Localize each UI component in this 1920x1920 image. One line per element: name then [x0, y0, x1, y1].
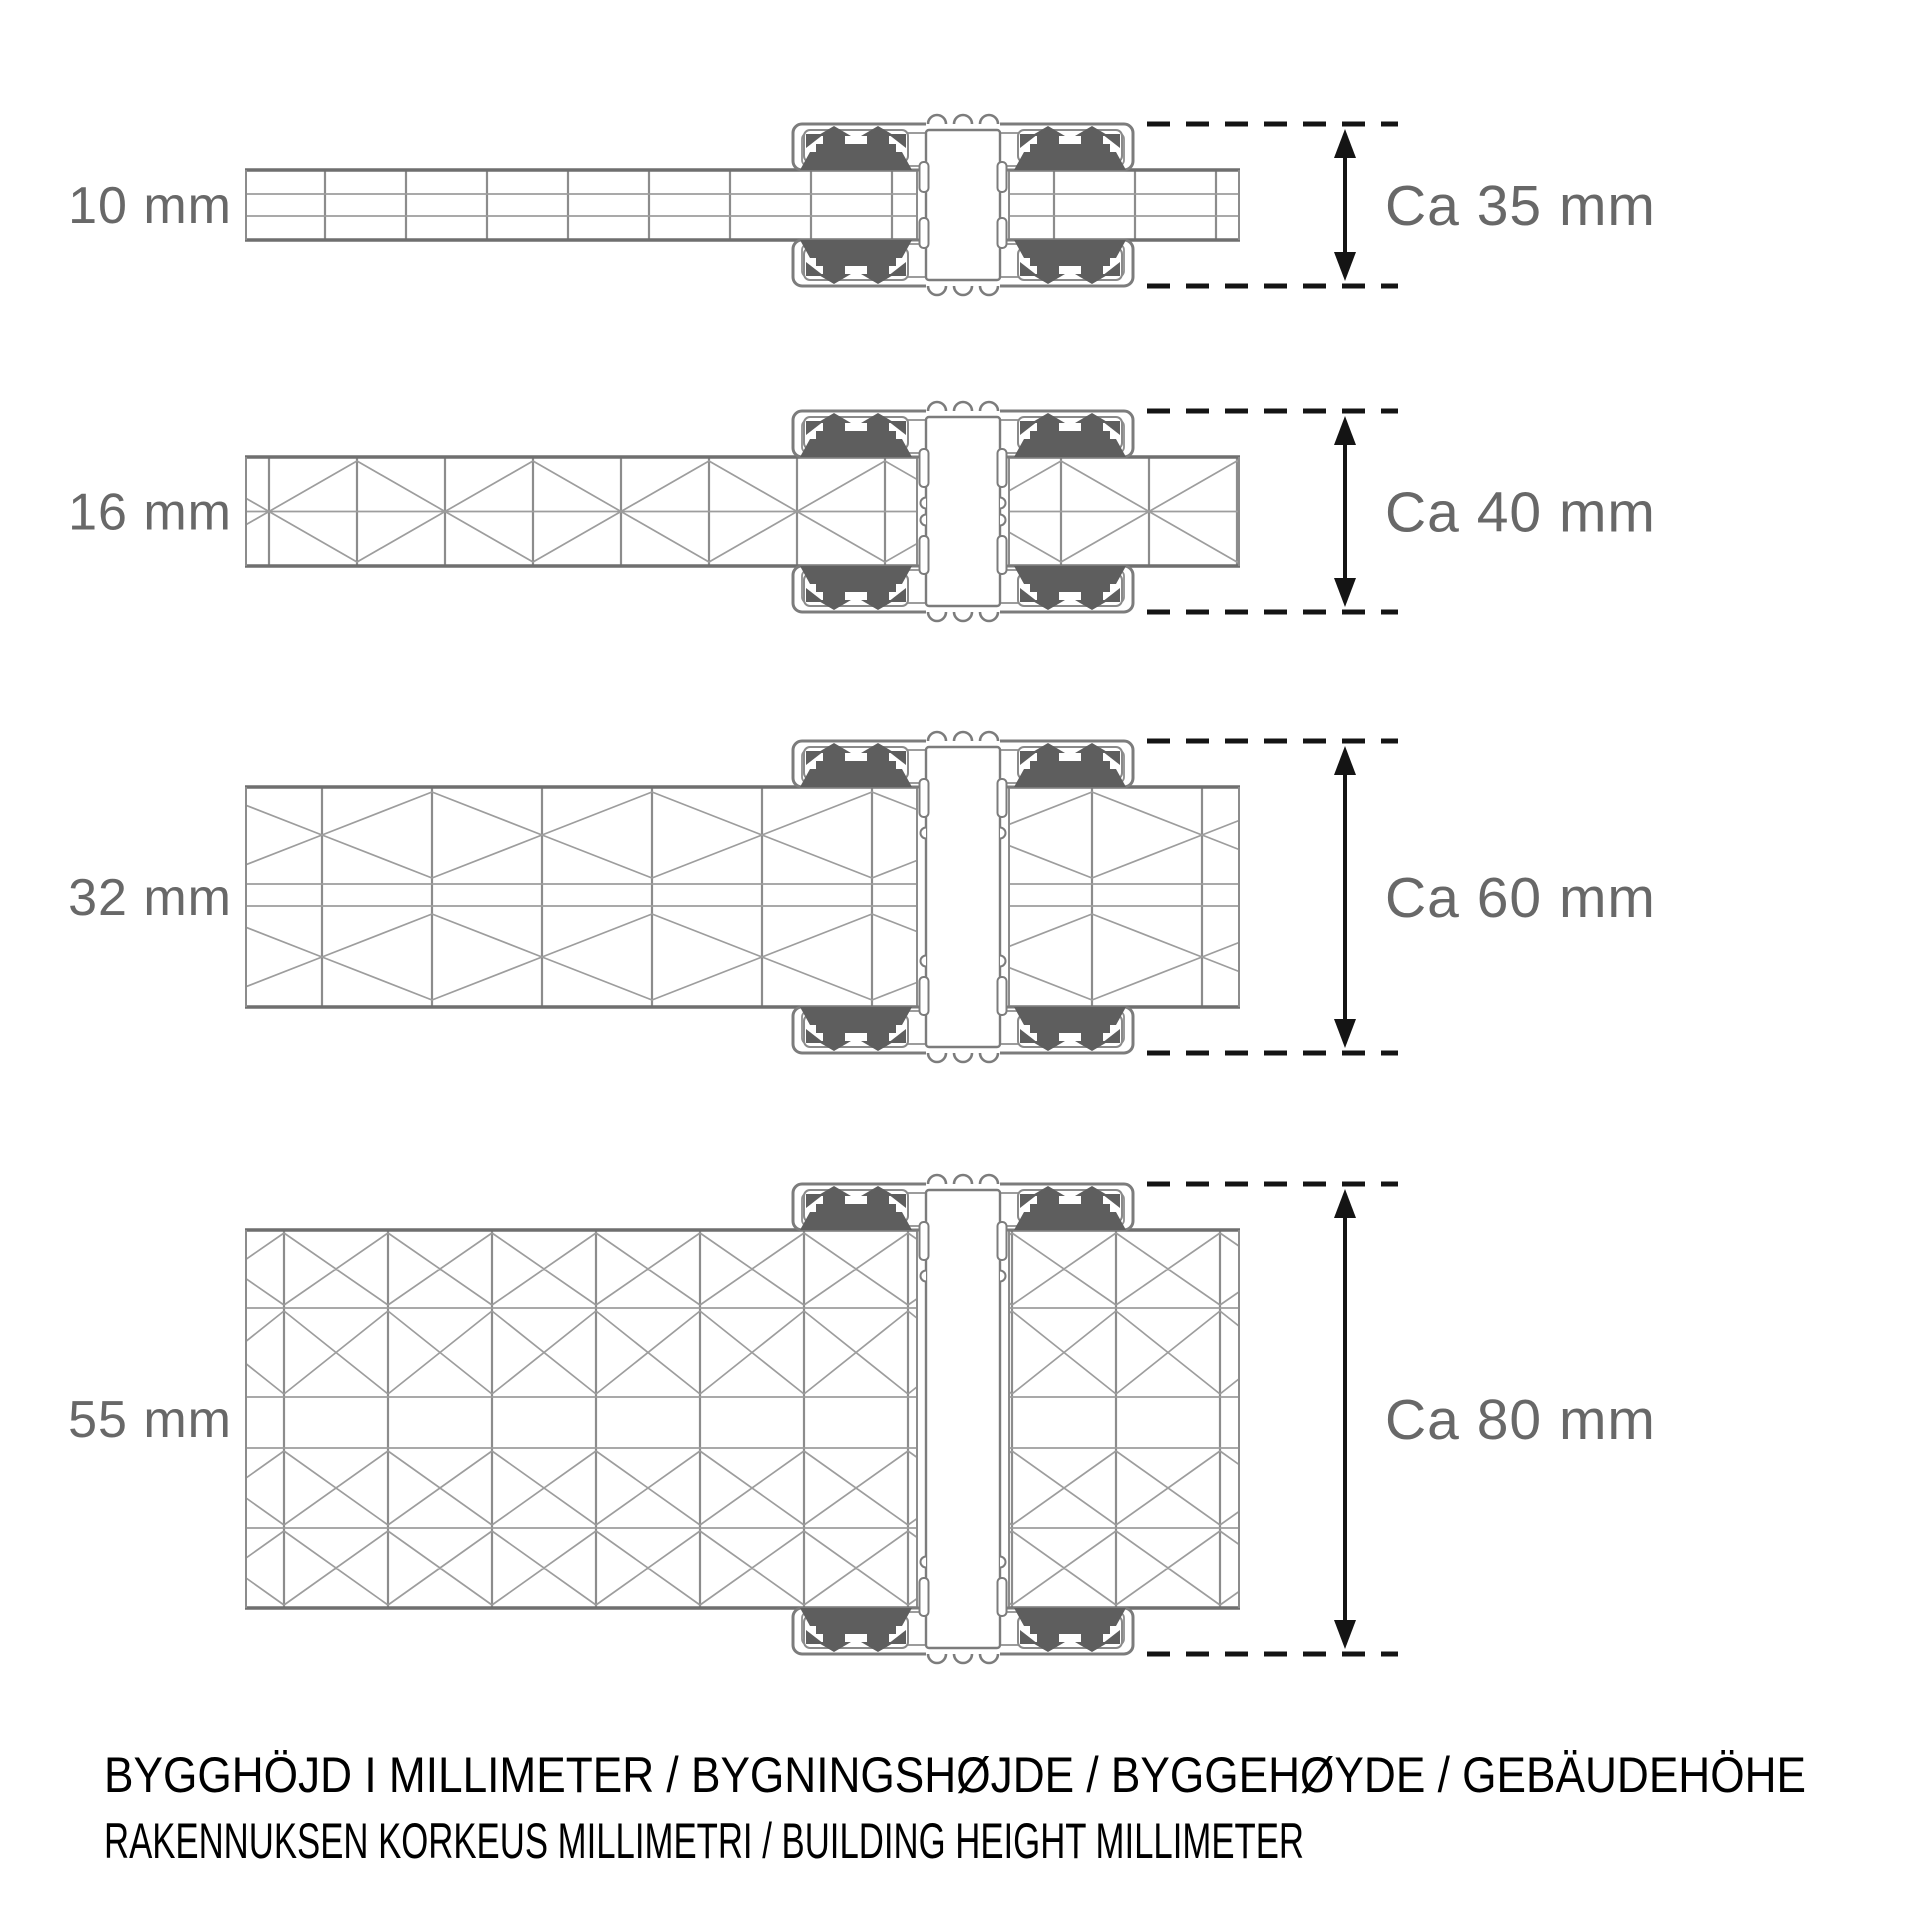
cap-scallop [954, 1175, 972, 1184]
panel-row-16mm [68, 402, 1656, 621]
connector-flange [920, 779, 929, 817]
caption-line-1: BYGGHÖJD I MILLIMETER / BYGNINGSHØJDE / BYGGEHØYDE / GEBÄUDEHÖHE [104, 1747, 1806, 1803]
web-notch [1000, 828, 1006, 839]
gasket-body [1030, 583, 1110, 592]
connector-center-web [926, 747, 1000, 1047]
cap-scallop [928, 115, 946, 124]
panel-cell-pattern [244, 171, 1240, 239]
cap-scallop [928, 286, 946, 295]
cap-scallop [980, 1175, 998, 1184]
gasket-body [1030, 257, 1110, 266]
gasket-base [800, 240, 912, 258]
connector-flange [920, 1578, 929, 1616]
cap-scallop [954, 732, 972, 741]
panel-row-10mm [68, 115, 1656, 295]
connector-flange [998, 218, 1007, 248]
connector-center-web [926, 1190, 1000, 1648]
gasket-base [800, 1212, 912, 1230]
gasket-base [1014, 1007, 1126, 1025]
gasket-body [1030, 1204, 1110, 1213]
dimension-arrowhead-up [1334, 1189, 1356, 1218]
gasket-body [1030, 1024, 1110, 1033]
cap-scallop [928, 402, 946, 411]
gasket-base [800, 439, 912, 457]
connector-flange [998, 779, 1007, 817]
web-notch [1000, 956, 1006, 967]
connector-flange [998, 536, 1007, 574]
cap-scallop [980, 402, 998, 411]
cap-scallop [928, 1175, 946, 1184]
web-notch [1000, 1557, 1006, 1568]
panel-row-55mm [68, 1175, 1656, 1663]
cap-scallop [954, 612, 972, 621]
cap-scallop [928, 1053, 946, 1062]
build-height-label: Ca 40 mm [1385, 480, 1656, 545]
connector-center-web [926, 130, 1000, 280]
connector-flange [920, 536, 929, 574]
cap-scallop [980, 612, 998, 621]
web-notch [921, 1557, 926, 1568]
cap-scallop [928, 1654, 946, 1663]
gasket-body [816, 257, 896, 266]
connector-flange [920, 218, 929, 248]
cap-scallop [980, 1053, 998, 1062]
dimension-indicator [1147, 124, 1398, 286]
cap-scallop [928, 612, 946, 621]
cap-scallop [954, 115, 972, 124]
connector-flange [998, 977, 1007, 1015]
build-height-label: Ca 80 mm [1385, 1388, 1656, 1452]
gasket-base [1014, 439, 1126, 457]
panel-cell-pattern [180, 1231, 1324, 1607]
gasket-body [1030, 144, 1110, 153]
cap-scallop [954, 1053, 972, 1062]
web-notch [921, 498, 926, 509]
build-height-label: Ca 35 mm [1385, 174, 1656, 238]
gasket-base [1014, 769, 1126, 787]
connector-flange [920, 977, 929, 1015]
gasket-body [816, 583, 896, 592]
connector-flange [920, 449, 929, 487]
cap-scallop [928, 732, 946, 741]
gasket-base [800, 769, 912, 787]
dimension-indicator [1147, 1184, 1398, 1654]
web-notch [1000, 515, 1006, 526]
cap-scallop [954, 286, 972, 295]
caption-line-2: RAKENNUKSEN KORKEUS MILLIMETRI / BUILDING HEIGHT MILLIMETER [104, 1813, 1304, 1869]
dimension-arrowhead-up [1334, 746, 1356, 775]
connector-center-web [926, 417, 1000, 606]
build-height-label: Ca 60 mm [1385, 866, 1656, 930]
web-notch [921, 828, 926, 839]
web-notch [921, 956, 926, 967]
gasket-base [800, 1608, 912, 1626]
cap-scallop [954, 1654, 972, 1663]
gasket-base [1014, 566, 1126, 584]
panel-thickness-label: 55 mm [68, 1391, 232, 1449]
gasket-base [1014, 1608, 1126, 1626]
gasket-body [816, 1024, 896, 1033]
gasket-base [1014, 1212, 1126, 1230]
web-notch [1000, 1271, 1006, 1282]
web-notch [921, 1271, 926, 1282]
cap-scallop [980, 286, 998, 295]
gasket-body [816, 144, 896, 153]
dimension-arrowhead-down [1334, 1620, 1356, 1649]
dimension-arrowhead-down [1334, 578, 1356, 607]
dimension-arrowhead-down [1334, 252, 1356, 281]
cap-scallop [954, 402, 972, 411]
connector-profile [793, 1175, 1133, 1663]
panel-cell-pattern [181, 458, 1325, 565]
cap-scallop [980, 732, 998, 741]
gasket-body [816, 1204, 896, 1213]
connector-flange [920, 162, 929, 192]
connector-flange [920, 1222, 929, 1260]
gasket-body [816, 431, 896, 440]
gasket-body [1030, 431, 1110, 440]
gasket-base [1014, 152, 1126, 170]
panel-thickness-label: 10 mm [68, 177, 232, 235]
connector-flange [998, 449, 1007, 487]
connector-flange [998, 162, 1007, 192]
web-notch [921, 515, 926, 526]
connector-flange [998, 1222, 1007, 1260]
cap-scallop [980, 115, 998, 124]
dimension-arrowhead-up [1334, 416, 1356, 445]
gasket-body [816, 761, 896, 770]
panel-thickness-label: 32 mm [68, 869, 232, 927]
dimension-arrowhead-up [1334, 129, 1356, 158]
gasket-base [1014, 240, 1126, 258]
panel-row-32mm [68, 732, 1656, 1062]
panel-thickness-label: 16 mm [68, 483, 232, 542]
cap-scallop [980, 1654, 998, 1663]
gasket-body [1030, 1625, 1110, 1634]
gasket-base [800, 1007, 912, 1025]
gasket-body [816, 1625, 896, 1634]
dimension-arrowhead-down [1334, 1019, 1356, 1048]
gasket-body [1030, 761, 1110, 770]
web-notch [1000, 498, 1006, 509]
gasket-base [800, 566, 912, 584]
panel-cell-pattern [102, 788, 1312, 1006]
gasket-base [800, 152, 912, 170]
connector-flange [998, 1578, 1007, 1616]
